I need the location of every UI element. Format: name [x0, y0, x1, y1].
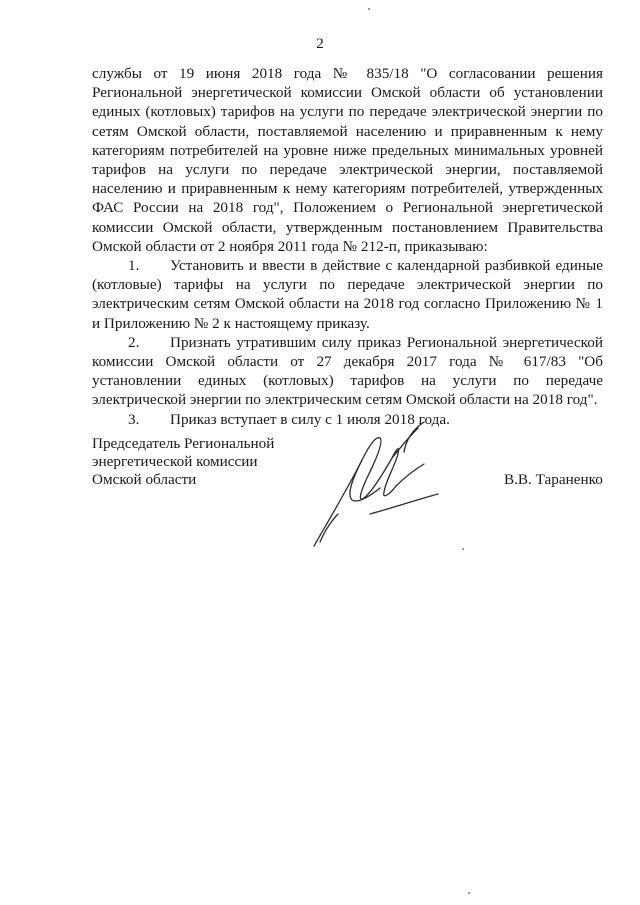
item-number: 2. [128, 333, 140, 351]
item-text: Приказ вступает в силу с 1 июля 2018 года. [170, 410, 450, 428]
signatory-position [92, 435, 274, 489]
intro-paragraph: службы от 19 июня 2018 года № 835/18 "О согласовании решения Региональной энергетической комиссии Омской области об установлении единых (котловых) тарифов на услуги по передаче электрической энергии по сетям Омской области, поставляемой населению и приравненным к нему категориям потребителей на уровне ниже предельных минимальных уровней тарифов на услуги по передаче электрической энергии, поставляемой населению и приравненным к нему категориям потребителей, утвержденных ФАС России на 2018 год", Положением о Региональной энергетической комиссии Омской области, утвержденным постановлением Правительства Омской области от 2 ноября 2011 года № 212-п, приказываю: [92, 65, 603, 255]
scan-speck [468, 892, 470, 894]
page-number: 2 [316, 36, 324, 52]
signer-name: В.В. Тараненко [504, 471, 603, 488]
position-line: Председатель Региональной [92, 435, 275, 452]
position-line: энергетической комиссии [92, 453, 258, 470]
scan-speck [462, 548, 464, 550]
item-number: 3. [128, 410, 140, 428]
position-line: Омской области [92, 471, 197, 488]
order-item-1 [92, 256, 603, 333]
handwritten-signature [300, 418, 450, 558]
document-body [92, 64, 603, 429]
order-item-2 [92, 333, 603, 410]
item-text: Установить и ввести в действие с календарной разбивкой единые (котловые) тарифы на услуги по передаче электрической энергии по электрическим сетям Омской области на 2018 год согласно Приложению № 1 и Приложению № 2 к настоящему приказу. [92, 257, 603, 332]
scan-speck [368, 8, 370, 10]
item-text: Признать утратившим силу приказ Региональной энергетической комиссии Омской области от 27 декабря 2017 года № 617/83 "Об установлении единых (котловых) тарифов на услуги по передаче электрической энергии по электрическим сетям Омской области на 2018 год". [92, 333, 603, 409]
item-number: 1. [128, 257, 140, 275]
